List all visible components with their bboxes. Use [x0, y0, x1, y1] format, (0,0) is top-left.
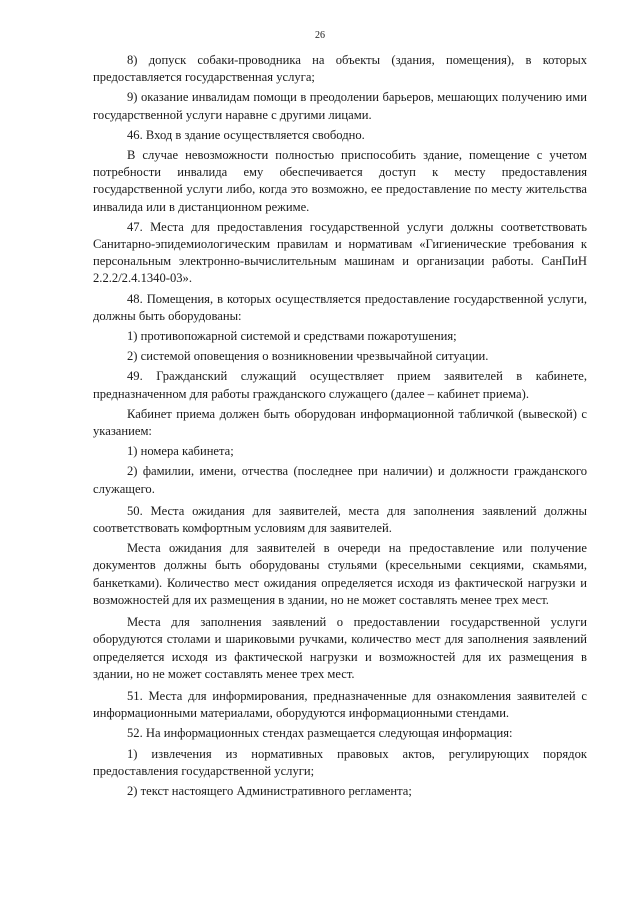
paragraph: 8) допуск собаки-проводника на объекты (здания, помещения), в которых предоставляется государственная услуга; — [93, 53, 587, 85]
paragraph: Места ожидания для заявителей в очереди на предоставление или получение документов должны быть оборудованы стульями (кресельными секциями, скамьями, банкетками). Количество мест ожидания определяется исходя из фактической нагрузки и возможностей для их размещения в здании, но не может составлять менее трех мест. — [93, 541, 587, 607]
paragraph: В случае невозможности полностью приспособить здание, помещение с учетом потребности инвалида ему обеспечивается доступ к месту предоставления государственной услуги либо, когда это возможно, ее предоставление по месту жительства инвалида или в дистанционном режиме. — [93, 148, 587, 214]
paragraph: 2) фамилии, имени, отчества (последнее при наличии) и должности гражданского служащего. — [93, 464, 587, 496]
document-body — [93, 52, 587, 803]
page-number: 26 — [315, 30, 325, 41]
paragraph: Места для заполнения заявлений о предоставлении государственной услуги оборудуются столами и шариковыми ручками, количество мест для заполнения заявлений определяется исходя из фактической нагрузки и возможностей для их размещения в здании, но не может составлять менее трех мест. — [93, 615, 587, 681]
paragraph: Кабинет приема должен быть оборудован информационной табличкой (вывеской) с указанием: — [93, 406, 587, 439]
paragraph: 1) противопожарной системой и средствами пожаротушения; — [127, 329, 457, 344]
paragraph: 1) извлечения из нормативных правовых актов, регулирующих порядок предоставления государственной услуги; — [93, 746, 587, 778]
paragraph: 46. Вход в здание осуществляется свободно. — [127, 127, 365, 142]
paragraph: 52. На информационных стендах размещается следующая информация: — [127, 726, 513, 741]
paragraph: 9) оказание инвалидам помощи в преодолении барьеров, мешающих получению ими государственной услуги наравне с другими лицами. — [93, 90, 587, 122]
paragraph: 50. Места ожидания для заявителей, места для заполнения заявлений должны соответствовать комфортным условиям для заявителей. — [93, 503, 587, 536]
paragraph: 51. Места для информирования, предназначенные для ознакомления заявителей с информационными материалами, оборудуются информационными стендами. — [93, 688, 587, 721]
paragraph: 1) номера кабинета; — [127, 444, 234, 459]
paragraph: 49. Гражданский служащий осуществляет прием заявителей в кабинете, предназначенном для работы гражданского служащего (далее – кабинет приема). — [93, 369, 587, 401]
paragraph: 47. Места для предоставления государственной услуги должны соответствовать Санитарно-эпидемиологическим правилам и нормативам «Гигиенические требования к персональным электронно-вычислительным машинам и организации работы. СанПиН 2.2.2/2.4.1340-03». — [93, 219, 587, 286]
paragraph: 2) текст настоящего Административного регламента; — [127, 783, 412, 798]
paragraph: 2) системой оповещения о возникновении чрезвычайной ситуации. — [127, 349, 489, 364]
paragraph: 48. Помещения, в которых осуществляется предоставление государственной услуги, должны быть оборудованы: — [93, 291, 587, 323]
